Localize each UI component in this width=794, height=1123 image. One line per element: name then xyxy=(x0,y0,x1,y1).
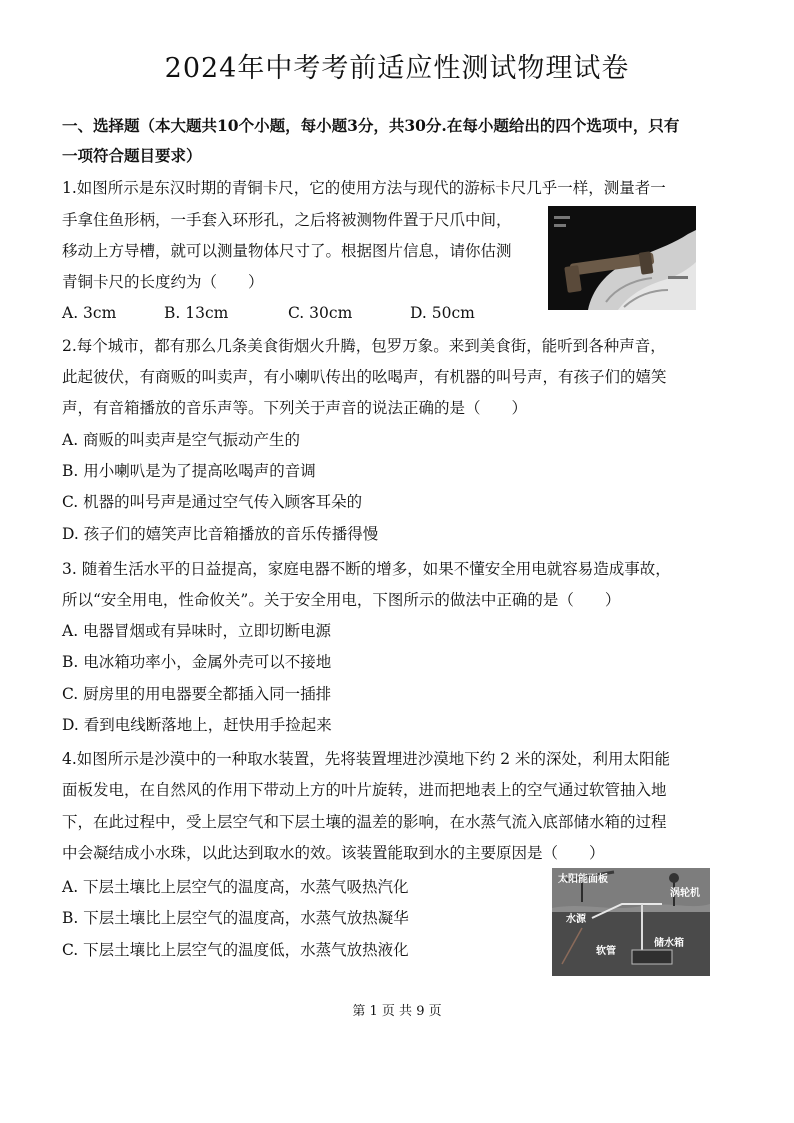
q2-option-b: B. 用小喇叭是为了提高吆喝声的音调 xyxy=(62,462,316,480)
water-device-figure xyxy=(552,868,710,976)
q2-option-a: A. 商贩的叫卖声是空气振动产生的 xyxy=(62,431,301,449)
q1-option-a: A. 3cm xyxy=(62,304,117,322)
q1-options xyxy=(62,303,475,323)
q4-line: 4.如图所示是沙漠中的一种取水装置，先将装置埋进沙漠地下约 2 米的深处，利用太阳能 xyxy=(62,750,671,768)
figure-label-water-tank: 储水箱 xyxy=(654,938,684,949)
q4-line: 中会凝结成小水珠，以此达到取水的效。该装置能取到水的主要原因是（ ） xyxy=(62,844,605,862)
figure-label-turbine: 涡轮机 xyxy=(670,888,700,899)
q1-option-d: D. 50cm xyxy=(410,304,475,322)
q1-line: 青铜卡尺的长度约为（ ） xyxy=(62,273,264,291)
section-heading-cont: 一项符合题目要求） xyxy=(62,146,202,165)
q3-option-b: B. 电冰箱功率小，金属外壳可以不接地 xyxy=(62,653,332,671)
q4-line: 下，在此过程中，受上层空气和下层土壤的温差的影响，在水蒸气流入底部储水箱的过程 xyxy=(62,813,667,831)
page-title: 2024年中考考前适应性测试物理试卷 xyxy=(164,53,630,84)
q1-line: 1.如图所示是东汉时期的青铜卡尺，它的使用方法与现代的游标卡尺几乎一样，测量者一 xyxy=(62,179,666,197)
q2-line: 2.每个城市，都有那么几条美食街烟火升腾，包罗万象。来到美食街，能听到各种声音， xyxy=(62,337,666,355)
figure-label-solar-panel: 太阳能面板 xyxy=(558,874,608,885)
q2-line: 此起彼伏，有商贩的叫卖声，有小喇叭传出的吆喝声，有机器的叫号声，有孩子们的嬉笑 xyxy=(62,368,667,386)
q3-option-d: D. 看到电线断落地上，赶快用手捡起来 xyxy=(62,716,332,734)
q2-option-c: C. 机器的叫号声是通过空气传入顾客耳朵的 xyxy=(62,493,363,511)
q4-line: 面板发电，在自然风的作用下带动上方的叶片旋转，进而把地表上的空气通过软管抽入地 xyxy=(62,781,667,799)
bronze-caliper-photo xyxy=(548,206,696,310)
q4-option-c: C. 下层土壤比上层空气的温度低，水蒸气放热液化 xyxy=(62,941,409,959)
q1-line: 手拿住鱼形柄，一手套入环形孔，之后将被测物件置于尺爪中间， xyxy=(62,211,512,229)
q3-option-c: C. 厨房里的用电器要全都插入同一插排 xyxy=(62,685,332,703)
section-heading: 一、选择题（本大题共10个小题，每小题3分，共30分.在每小题给出的四个选项中，只有 xyxy=(62,116,680,135)
q2-option-d: D. 孩子们的嬉笑声比音箱播放的音乐传播得慢 xyxy=(62,525,379,543)
q1-line: 移动上方导槽，就可以测量物体尺寸了。根据图片信息，请你估测 xyxy=(62,242,512,260)
q1-option-c: C. 30cm xyxy=(288,304,353,322)
q3-option-a: A. 电器冒烟或有异味时，立即切断电源 xyxy=(62,622,332,640)
q3-line: 3. 随着生活水平的日益提高，家庭电器不断的增多，如果不懂安全用电就容易造成事故， xyxy=(62,560,671,578)
q4-option-b: B. 下层土壤比上层空气的温度高，水蒸气放热凝华 xyxy=(62,909,409,927)
q3-line: 所以“安全用电，性命攸关”。关于安全用电，下图所示的做法中正确的是（ ） xyxy=(62,591,621,609)
q4-option-a: A. 下层土壤比上层空气的温度高，水蒸气吸热汽化 xyxy=(62,878,409,896)
caliper-hand-illustration xyxy=(548,206,696,310)
figure-label-hose: 软管 xyxy=(596,946,616,957)
q1-option-b: B. 13cm xyxy=(164,304,229,322)
q2-line: 声，有音箱播放的音乐声等。下列关于声音的说法正确的是（ ） xyxy=(62,399,528,417)
figure-label-water-source: 水源 xyxy=(566,914,586,925)
page-footer: 第 1 页 共 9 页 xyxy=(352,1004,442,1019)
